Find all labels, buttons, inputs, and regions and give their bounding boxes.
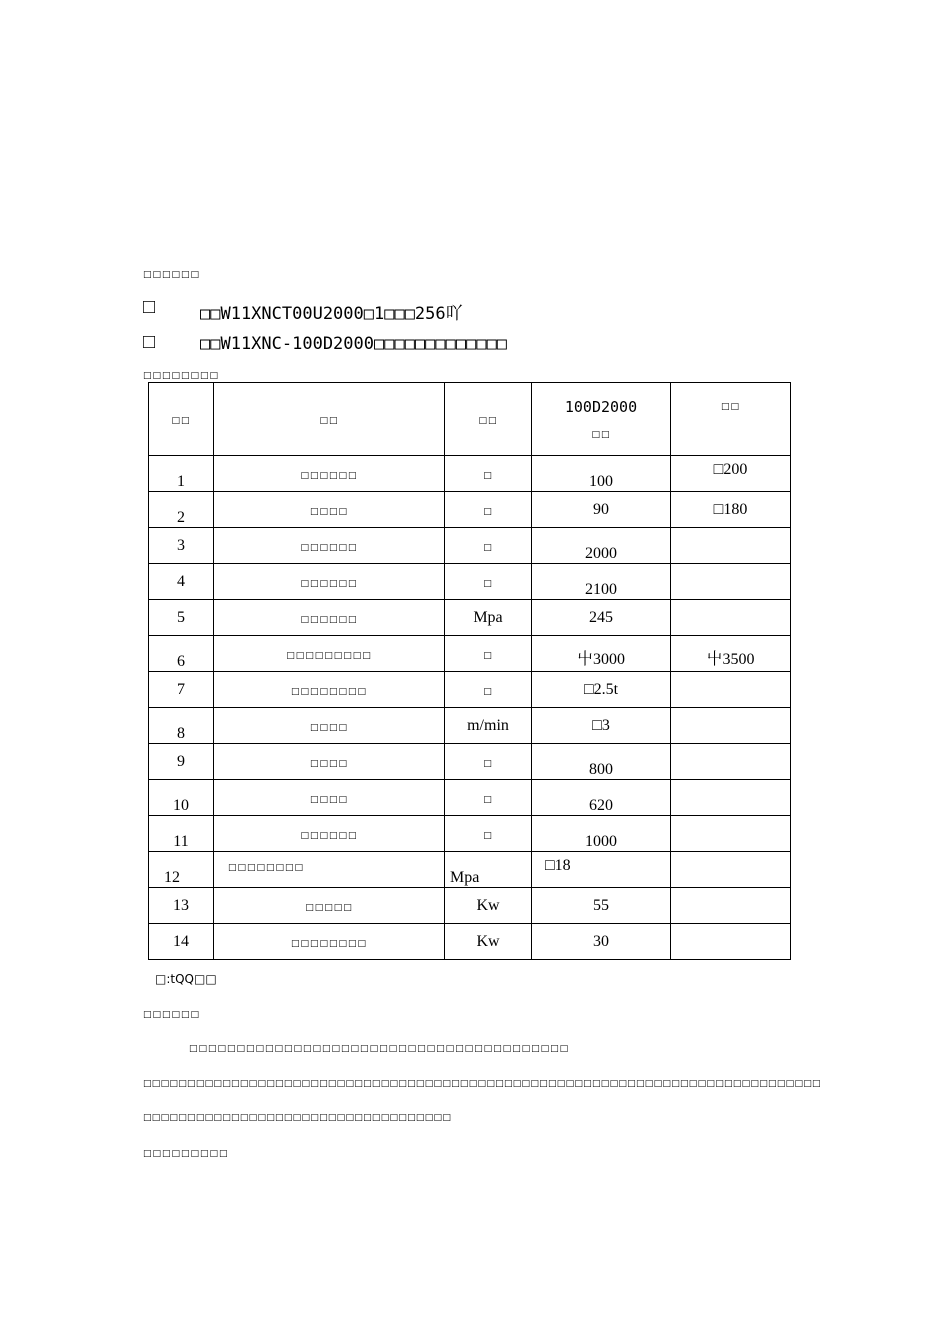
header-remark: □□: [671, 383, 791, 456]
table-row: 8 □□□□ m/min □3: [149, 708, 791, 744]
table-row: 2 □□□□ □ 90 □180: [149, 492, 791, 528]
paragraph-line-1: □□□□□□□□□□□□□□□□□□□□□□□□□□□□□□□□□□□□□□□□: [189, 1044, 570, 1054]
spec-line-text: □□W11XNC-100D2000□□□□□□□□□□□□□: [200, 334, 508, 354]
table-header-row: [149, 383, 791, 456]
bullet-box: □: [143, 296, 156, 318]
paragraph-line-3: □□□□□□□□□□□□□□□□□□□□□□□□□□□□□□□□□□□: [143, 1113, 452, 1123]
bullet-box: □: [143, 331, 156, 353]
header-name: □□: [214, 383, 445, 456]
table-row: 11 □□□□□□ □ 1000: [149, 816, 791, 852]
section-title-3: □□□□□□□□□: [143, 1149, 229, 1159]
table-row: 1 □□□□□□ □ 100 □200: [149, 456, 791, 492]
table-row: 7 □□□□□□□□ □ □2.5t: [149, 672, 791, 708]
table-title: □□□□□□□□: [143, 371, 220, 381]
table-row: 5 □□□□□□ Mpa 245: [149, 600, 791, 636]
table-row: 9 □□□□ □ 800: [149, 744, 791, 780]
header-unit: □□: [445, 383, 532, 456]
spec-line-text: □□W11XNCT00U2000□1□□□256吖: [200, 304, 463, 324]
header-model: 100D2000 □□: [532, 383, 671, 456]
table-row: 14 □□□□□□□□ Kw 30: [149, 924, 791, 960]
section-title-2: □□□□□□: [143, 1010, 201, 1020]
table-row: 4 □□□□□□ □ 2100: [149, 564, 791, 600]
spec-line-1: [143, 296, 463, 324]
table-row: 10 □□□□ □ 620: [149, 780, 791, 816]
paragraph-line-2: □□□□□□□□□□□□□□□□□□□□□□□□□□□□□□□□□□□□□□□□□□□□□□□□□□□□□□□□□□□□□□□□□□□□□□□□□□□□□: [143, 1079, 821, 1089]
table-row: 12 □□□□□□□□ Mpa □18: [149, 852, 791, 888]
table-note: □:tQQ□□: [155, 972, 217, 986]
table-row: 3 □□□□□□ □ 2000: [149, 528, 791, 564]
table-row: 13 □□□□□ Kw 55: [149, 888, 791, 924]
header-no: □□: [149, 383, 214, 456]
section-title-1: □□□□□□: [143, 270, 201, 280]
spec-line-2: [143, 331, 508, 354]
table-row: 6 □□□□□□□□□ □ 屮3000 屮3500: [149, 636, 791, 672]
spec-table: [148, 382, 791, 960]
